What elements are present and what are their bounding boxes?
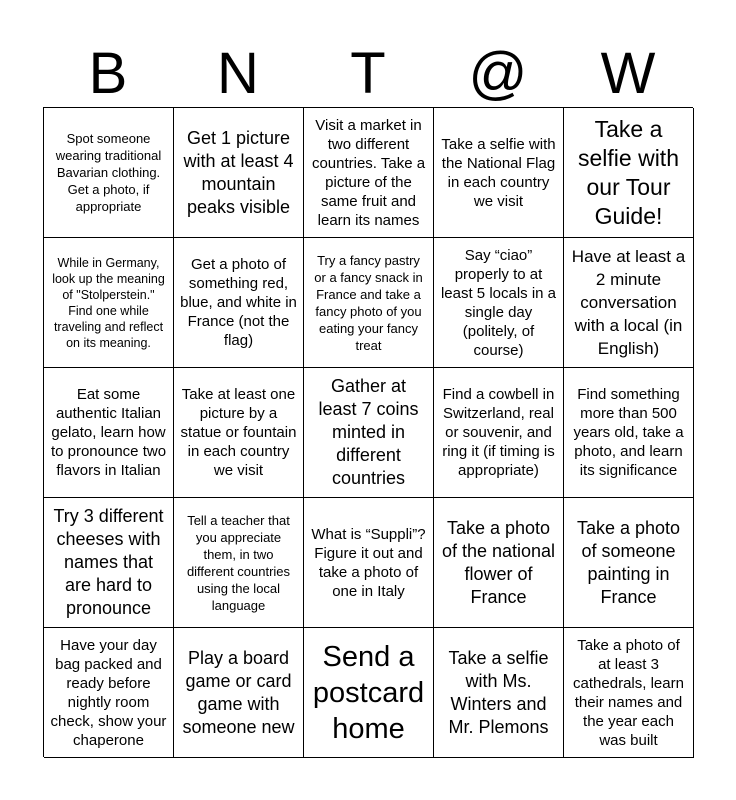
bingo-cell: Visit a market in two different countries. Take a picture of the same fruit and learn its names: [304, 108, 434, 238]
bingo-cell: Have your day bag packed and ready before nightly room check, show your chaperone: [44, 628, 174, 758]
bingo-cell: Tell a teacher that you appreciate them, in two different countries using the local language: [174, 498, 304, 628]
bingo-cell: What is “Suppli”? Figure it out and take a photo of one in Italy: [304, 498, 434, 628]
bingo-cell: Send a postcard home: [304, 628, 434, 758]
bingo-cell: Play a board game or card game with someone new: [174, 628, 304, 758]
bingo-cell: Take a photo of at least 3 cathedrals, learn their names and the year each was built: [564, 628, 694, 758]
bingo-cell: Find something more than 500 years old, take a photo, and learn its significance: [564, 368, 694, 498]
bingo-grid: [43, 107, 693, 757]
bingo-cell: While in Germany, look up the meaning of "Stolperstein." Find one while traveling and reflect on its meaning.: [44, 238, 174, 368]
header-letter-b: B: [88, 41, 128, 106]
bingo-cell: Take a selfie with Ms. Winters and Mr. Plemons: [434, 628, 564, 758]
header-letter-n: N: [217, 41, 259, 106]
bingo-cell: Try a fancy pastry or a fancy snack in France and take a fancy photo of you eating your fancy treat: [304, 238, 434, 368]
bingo-cell: Spot someone wearing traditional Bavarian clothing. Get a photo, if appropriate: [44, 108, 174, 238]
bingo-cell: Take a selfie with our Tour Guide!: [564, 108, 694, 238]
bingo-cell: Take a photo of someone painting in France: [564, 498, 694, 628]
header-letter-w: W: [600, 41, 656, 106]
bingo-cell: Say “ciao” properly to at least 5 locals in a single day (politely, of course): [434, 238, 564, 368]
bingo-cell: Take at least one picture by a statue or fountain in each country we visit: [174, 368, 304, 498]
bingo-cell: Find a cowbell in Switzerland, real or souvenir, and ring it (if timing is appropriate): [434, 368, 564, 498]
bingo-cell: Take a photo of the national flower of France: [434, 498, 564, 628]
bingo-cell: Try 3 different cheeses with names that are hard to pronounce: [44, 498, 174, 628]
bingo-cell: Have at least a 2 minute conversation with a local (in English): [564, 238, 694, 368]
bingo-cell: Get 1 picture with at least 4 mountain peaks visible: [174, 108, 304, 238]
bingo-cell: Gather at least 7 coins minted in different countries: [304, 368, 434, 498]
bingo-cell: Take a selfie with the National Flag in each country we visit: [434, 108, 564, 238]
header-letter-t: T: [350, 41, 386, 106]
bingo-cell: Eat some authentic Italian gelato, learn how to pronounce two flavors in Italian: [44, 368, 174, 498]
bingo-header: [43, 40, 693, 108]
header-letter-at: @: [468, 41, 528, 106]
bingo-cell: Get a photo of something red, blue, and white in France (not the flag): [174, 238, 304, 368]
